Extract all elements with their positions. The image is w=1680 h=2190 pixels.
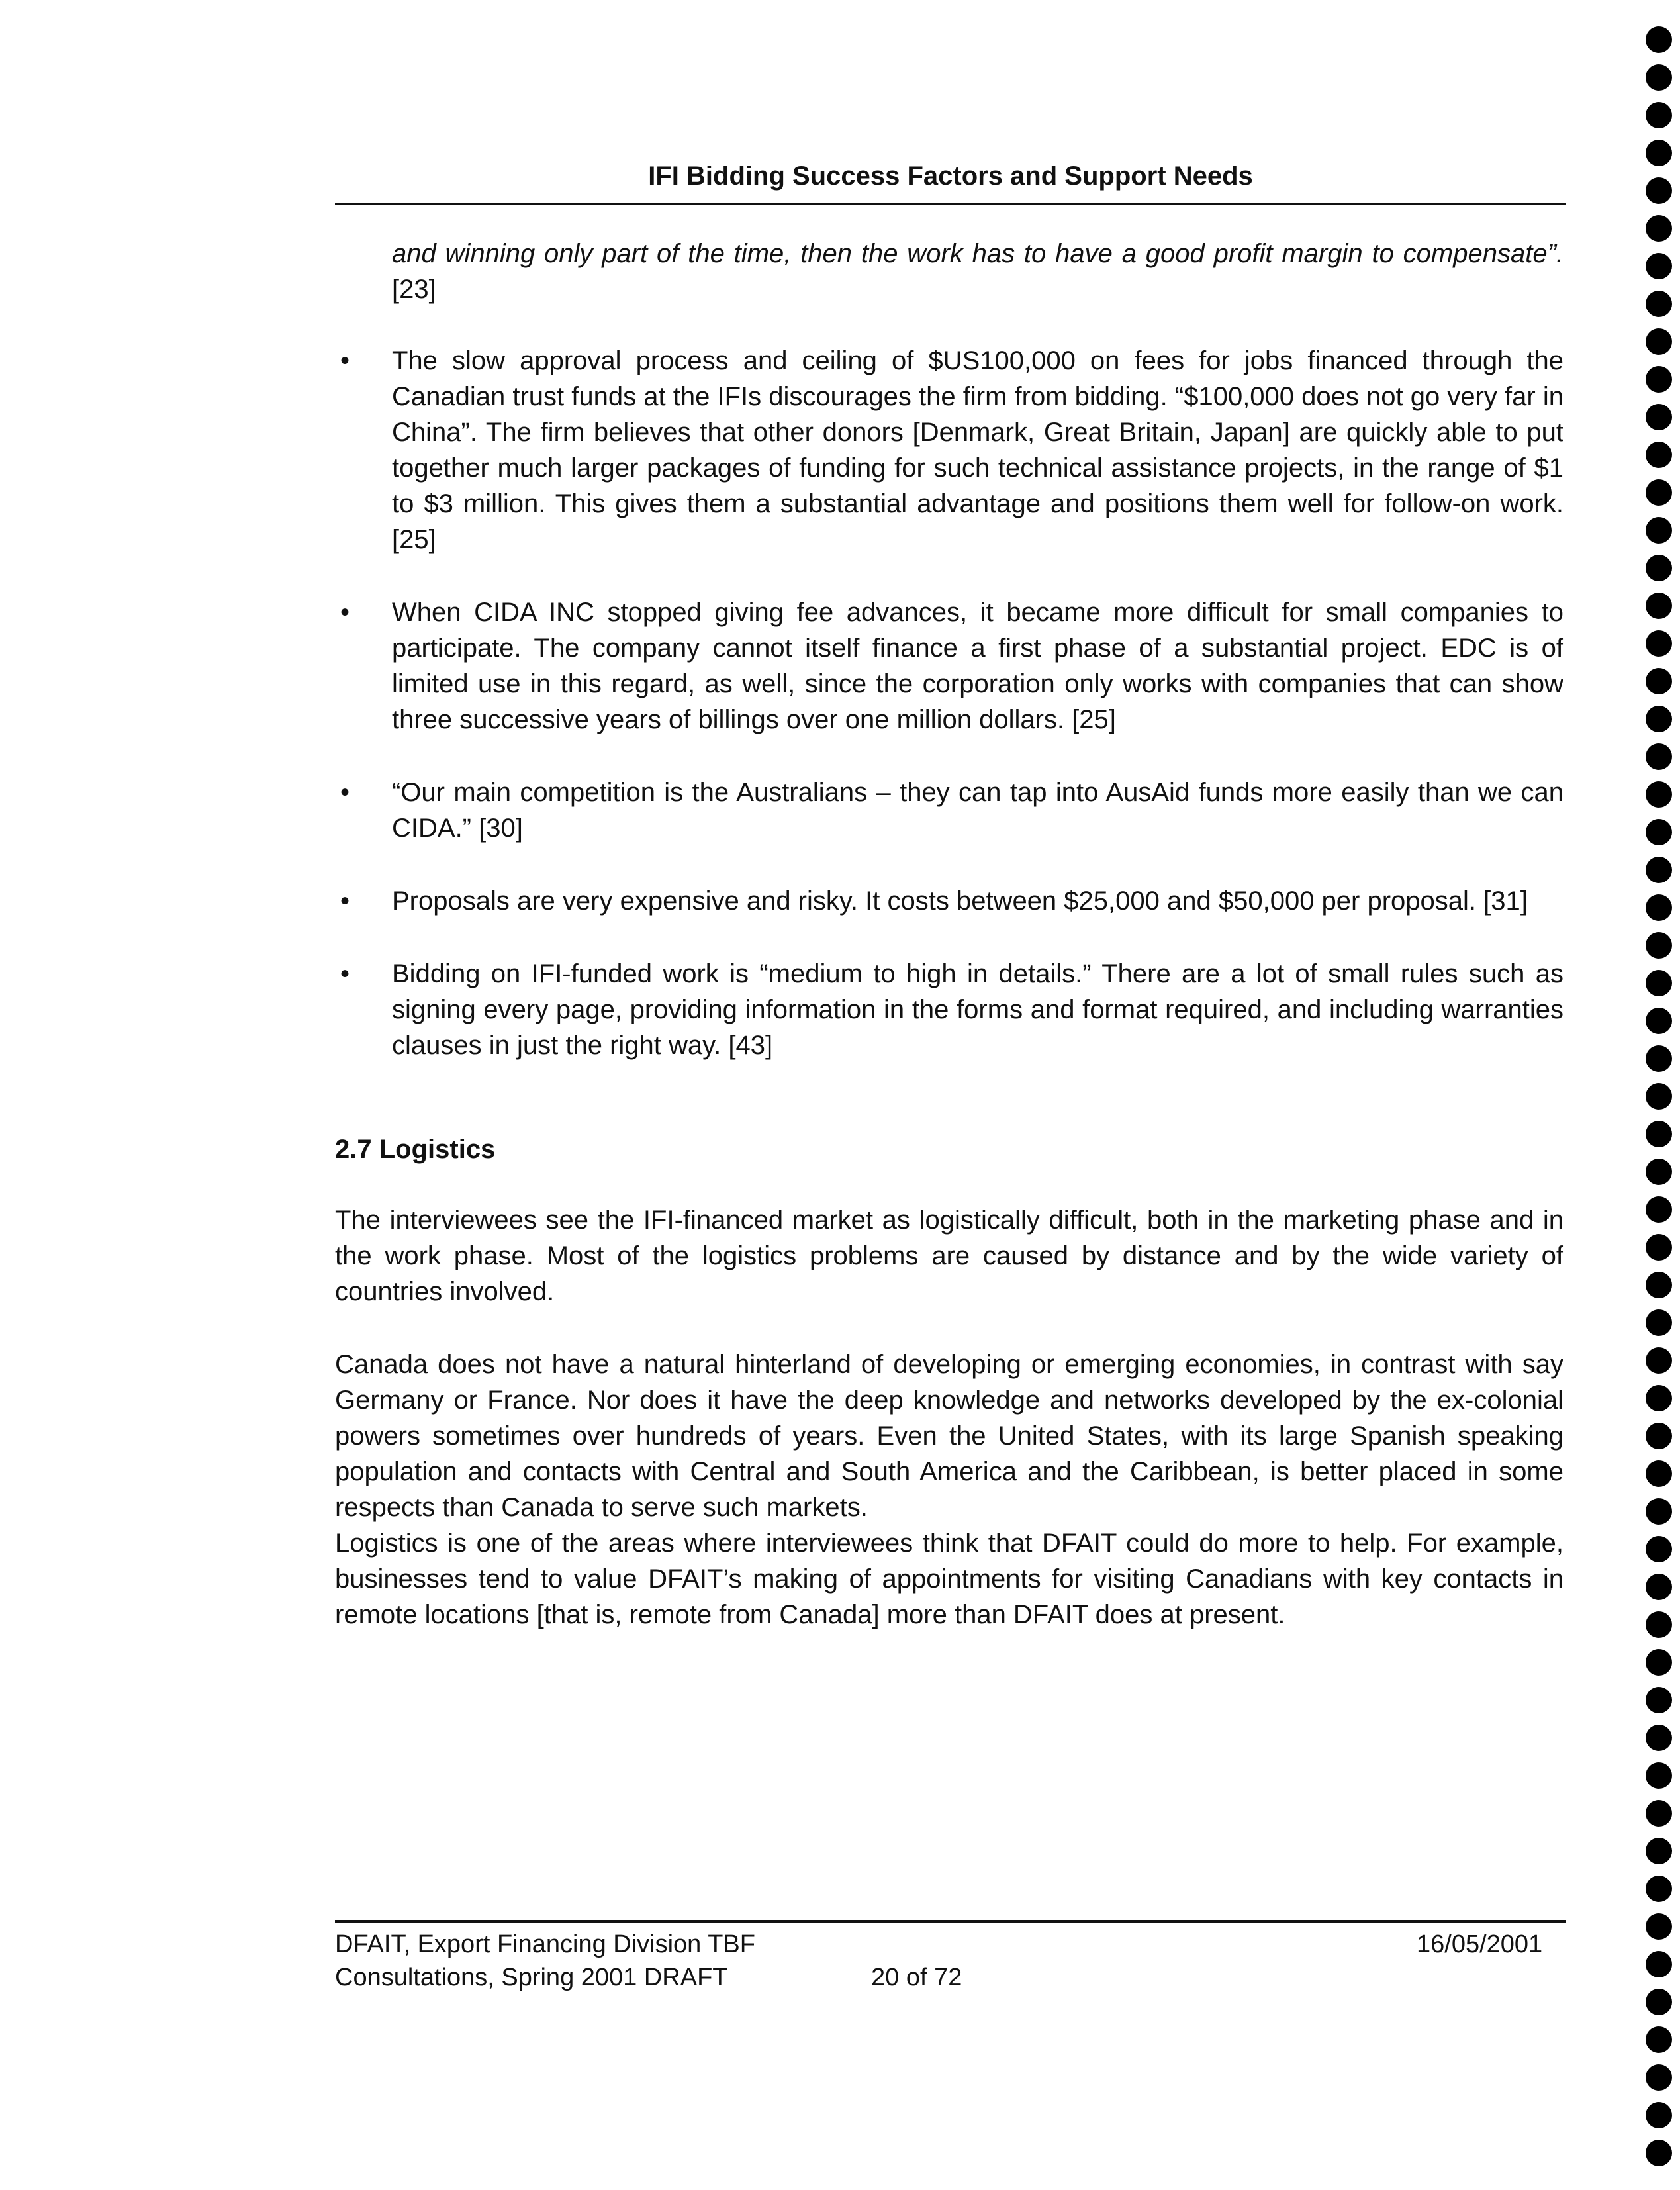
binding-hole-icon xyxy=(1646,1159,1672,1185)
binding-hole-icon xyxy=(1646,630,1672,657)
binding-hole-icon xyxy=(1646,479,1672,506)
bullet-list xyxy=(335,343,1563,1100)
binding-hole-icon xyxy=(1646,64,1672,91)
bullet-icon: • xyxy=(340,598,350,627)
binding-hole-icon xyxy=(1646,1272,1672,1298)
binding-hole-icon xyxy=(1646,970,1672,996)
bullet-text: “Our main competition is the Australians – they can tap into AusAid funds more easily than we can CIDA.” [30] xyxy=(392,778,1563,843)
binding-hole-icon xyxy=(1646,593,1672,619)
bullet-text: The slow approval process and ceiling of $US100,000 on fees for jobs financed through the Canadian trust funds at the IFIs discourages the firm from bidding. “$100,000 does not go very far in China”. The firm believes that other donors [Denmark, Great Britain, Japan] are quickly able to put together much larger packages of funding for such technical assistance projects, in the range of $1 to $3 million. This gives them a substantial advantage and positions them well for follow-on work. [25] xyxy=(392,346,1563,554)
binding-hole-icon xyxy=(1646,932,1672,959)
footer-line-1: DFAIT, Export Financing Division TBF xyxy=(335,1930,755,1958)
binding-hole-icon xyxy=(1646,1574,1672,1600)
binding-hole-icon xyxy=(1646,1649,1672,1676)
binding-hole-icon xyxy=(1646,1460,1672,1487)
footer-line-2: Consultations, Spring 2001 DRAFT xyxy=(335,1964,728,1991)
binding-hole-icon xyxy=(1646,442,1672,468)
binding-hole-icon xyxy=(1646,1800,1672,1827)
footer-rule xyxy=(335,1920,1566,1923)
bullet-text: Bidding on IFI-funded work is “medium to high in details.” There are a lot of small rules such as signing every page, providing information in the forms and format required, and including warranties clauses in just the right way. [43] xyxy=(392,959,1563,1060)
bullet-item xyxy=(335,883,1563,919)
binding-hole-icon xyxy=(1646,743,1672,770)
binding-hole-icon xyxy=(1646,26,1672,53)
binding-hole-icon xyxy=(1646,1838,1672,1864)
binding-holes xyxy=(1642,0,1680,2190)
binding-hole-icon xyxy=(1646,1196,1672,1223)
body-paragraph: The interviewees see the IFI-financed market as logistically difficult, both in the marketing phase and in the work phase. Most of the logistics problems are caused by distance and by the wide variety of countries involved. xyxy=(335,1206,1563,1306)
footer-date: 16/05/2001 xyxy=(1417,1930,1543,1958)
bullet-item xyxy=(335,595,1563,738)
page-header-title: IFI Bidding Success Factors and Support Needs xyxy=(648,162,1253,191)
binding-hole-icon xyxy=(1646,1347,1672,1374)
binding-hole-icon xyxy=(1646,1989,1672,2015)
binding-hole-icon xyxy=(1646,1008,1672,1034)
bullet-icon: • xyxy=(340,886,350,916)
binding-hole-icon xyxy=(1646,1234,1672,1261)
section-heading: 2.7 Logistics xyxy=(335,1135,496,1164)
binding-hole-icon xyxy=(1646,366,1672,393)
binding-hole-icon xyxy=(1646,1687,1672,1713)
binding-hole-icon xyxy=(1646,1725,1672,1751)
bullet-text: Proposals are very expensive and risky. It costs between $25,000 and $50,000 per proposal. [31] xyxy=(392,886,1528,916)
binding-hole-icon xyxy=(1646,1762,1672,1789)
binding-hole-icon xyxy=(1646,1611,1672,1638)
binding-hole-icon xyxy=(1646,668,1672,694)
bullet-item xyxy=(335,775,1563,846)
binding-hole-icon xyxy=(1646,1951,1672,1977)
header-rule xyxy=(335,203,1566,205)
binding-hole-icon xyxy=(1646,1121,1672,1147)
bullet-icon: • xyxy=(340,959,350,988)
binding-hole-icon xyxy=(1646,819,1672,845)
body-paragraph: Logistics is one of the areas where interviewees think that DFAIT could do more to help. For example, businesses tend to value DFAIT’s making of appointments for visiting Canadians with key contacts in remote locations [that is, remote from Canada] more than DFAIT does at present. xyxy=(335,1529,1563,1629)
binding-hole-icon xyxy=(1646,140,1672,166)
binding-hole-icon xyxy=(1646,1536,1672,1562)
binding-hole-icon xyxy=(1646,328,1672,355)
binding-hole-icon xyxy=(1646,894,1672,921)
binding-hole-icon xyxy=(1646,1045,1672,1072)
binding-hole-icon xyxy=(1646,781,1672,808)
binding-hole-icon xyxy=(1646,2064,1672,2091)
bullet-icon: • xyxy=(340,778,350,807)
binding-hole-icon xyxy=(1646,215,1672,242)
binding-hole-icon xyxy=(1646,1385,1672,1411)
binding-hole-icon xyxy=(1646,253,1672,279)
bullet-item xyxy=(335,956,1563,1063)
binding-hole-icon xyxy=(1646,1309,1672,1336)
binding-hole-icon xyxy=(1646,706,1672,732)
binding-hole-icon xyxy=(1646,291,1672,317)
binding-hole-icon xyxy=(1646,2026,1672,2053)
bullet-icon: • xyxy=(340,346,350,375)
continuation-paragraph xyxy=(392,236,1563,307)
binding-hole-icon xyxy=(1646,2102,1672,2128)
binding-hole-icon xyxy=(1646,404,1672,430)
binding-hole-icon xyxy=(1646,102,1672,128)
binding-hole-icon xyxy=(1646,1423,1672,1449)
binding-hole-icon xyxy=(1646,1498,1672,1525)
binding-hole-icon xyxy=(1646,2140,1672,2166)
binding-hole-icon xyxy=(1646,517,1672,544)
binding-hole-icon xyxy=(1646,1913,1672,1940)
binding-hole-icon xyxy=(1646,177,1672,204)
body-paragraph: Canada does not have a natural hinterland of developing or emerging economies, in contrast with say Germany or France. Nor does it have the deep knowledge and networks developed by the ex-colonial powers sometimes over hundreds of years. Even the United States, with its large Spanish speaking population and contacts with Central and South America and the Caribbean, is better placed in some respects than Canada to serve such markets. xyxy=(335,1350,1563,1522)
continuation-quote: and winning only part of the time, then the work has to have a good profit margin to compensate”. xyxy=(392,239,1563,268)
bullet-item xyxy=(335,343,1563,557)
binding-hole-icon xyxy=(1646,1083,1672,1110)
bullet-text: When CIDA INC stopped giving fee advances, it became more difficult for small companies to participate. The company cannot itself finance a first phase of a substantial project. EDC is of limited use in this regard, as well, since the corporation only works with companies that can show three successive years of billings over one million dollars. [25] xyxy=(392,598,1563,734)
binding-hole-icon xyxy=(1646,857,1672,883)
continuation-ref: [23] xyxy=(392,275,436,304)
page-number: 20 of 72 xyxy=(871,1964,962,1991)
binding-hole-icon xyxy=(1646,1876,1672,1902)
footer-source xyxy=(335,1928,755,1994)
binding-hole-icon xyxy=(1646,555,1672,581)
